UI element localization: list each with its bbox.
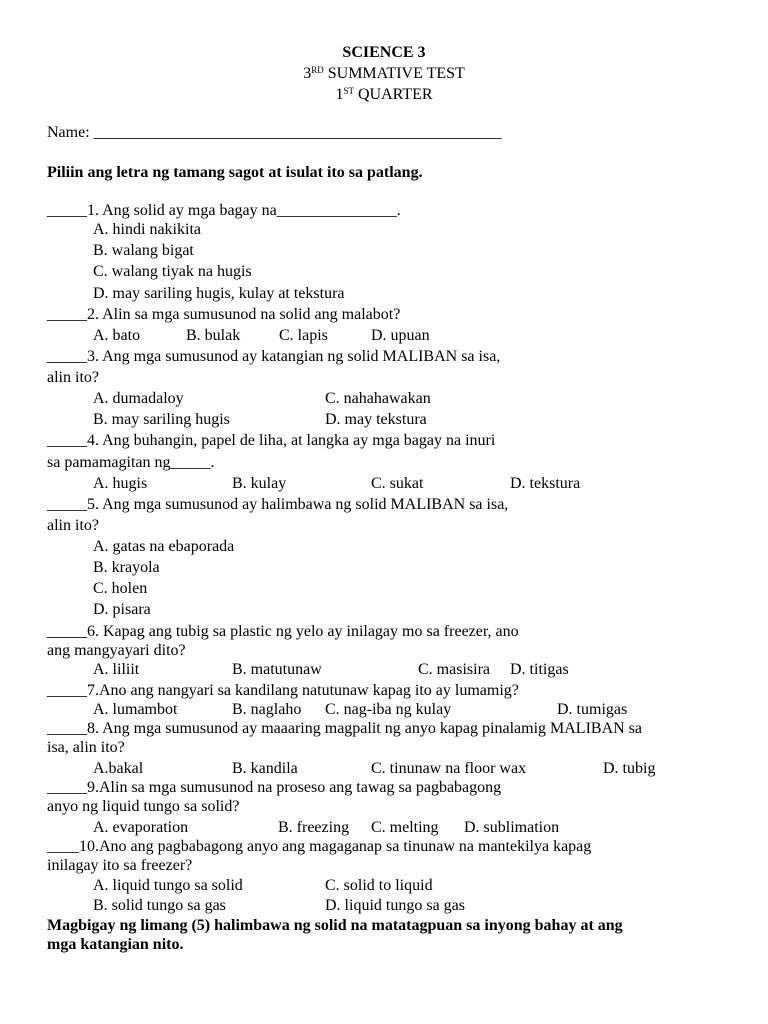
answer-choice: D. may tekstura [325, 411, 427, 428]
answer-choice: B. krayola [93, 559, 160, 576]
answer-choice: C. solid to liquid [325, 877, 433, 894]
question-stem: _____5. Ang mga sumusunod ay halimbawa ng solid MALIBAN sa isa, [47, 496, 509, 513]
question-stem: _____4. Ang buhangin, papel de liha, at langka ay mga bagay na inuri [47, 432, 496, 449]
answer-choice: B. solid tungo sa gas [93, 897, 226, 914]
answer-choice: C. walang tiyak na hugis [93, 263, 252, 280]
answer-choice: C. nahahawakan [325, 390, 431, 407]
answer-choice: B. bulak [186, 327, 241, 344]
question-stem-continued: ang mangyayari dito? [47, 642, 186, 659]
answer-choice: C. tinunaw na floor wax [371, 760, 527, 777]
answer-choice: C. melting [371, 819, 439, 836]
answer-choice: D. sublimation [464, 819, 560, 836]
question-stem-continued: isa, alin ito? [47, 739, 125, 756]
question-stem-continued: inilagay ito sa freezer? [47, 857, 193, 874]
answer-choice: B. walang bigat [93, 242, 194, 259]
answer-choice: D. tubig [603, 760, 656, 777]
answer-choice: D. liquid tungo sa gas [325, 897, 465, 914]
answer-choice: C. sukat [371, 475, 424, 492]
answer-choice: C. nag-iba ng kulay [325, 701, 452, 718]
answer-choice: C. holen [93, 580, 148, 597]
question-stem-continued: alin ito? [47, 369, 99, 386]
answer-choice: D. titigas [510, 661, 569, 678]
answer-choice: C. masisira [418, 661, 490, 678]
answer-choice: A. liquid tungo sa solid [93, 877, 243, 894]
answer-choice: B. matutunaw [232, 661, 322, 678]
answer-choice: A. lumambot [93, 701, 178, 718]
answer-choice: B. kandila [232, 760, 298, 777]
question-stem-continued: sa pamamagitan ng_____. [47, 454, 215, 471]
answer-choice: D. tumigas [557, 701, 628, 718]
answer-choice: B. may sariling hugis [93, 411, 230, 428]
answer-choice: D. pisara [93, 601, 151, 618]
quarter-title: 1ST QUARTER [335, 86, 433, 103]
question-stem-continued: anyo ng liquid tungo sa solid? [47, 798, 240, 815]
final-instructions-line2: mga katangian nito. [47, 936, 184, 953]
answer-choice: D. upuan [371, 327, 430, 344]
question-stem: _____2. Alin sa mga sumusunod na solid ang malabot? [47, 306, 401, 323]
answer-choice: B. naglaho [232, 701, 302, 718]
instructions: Piliin ang letra ng tamang sagot at isulat ito sa patlang. [47, 164, 423, 181]
question-stem: _____1. Ang solid ay mga bagay na_______________. [47, 202, 401, 219]
document-title: SCIENCE 3 [342, 44, 426, 61]
answer-choice: D. tekstura [510, 475, 581, 492]
answer-choice: B. kulay [232, 475, 287, 492]
name-field: Name: ___________________________________________________ [47, 124, 502, 141]
answer-choice: A. liliit [93, 661, 140, 678]
answer-choice: C. lapis [279, 327, 328, 344]
question-stem-continued: alin ito? [47, 517, 99, 534]
question-stem: _____3. Ang mga sumusunod ay katangian ng solid MALIBAN sa isa, [47, 348, 501, 365]
answer-choice: A. hindi nakikita [93, 221, 201, 238]
answer-choice: B. freezing [278, 819, 350, 836]
question-stem: _____7.Ano ang nangyari sa kandilang natutunaw kapag ito ay lumamig? [47, 682, 519, 699]
question-stem: _____8. Ang mga sumusunod ay maaaring magpalit ng anyo kapag pinalamig MALIBAN sa [47, 720, 643, 737]
answer-choice: A. gatas na ebaporada [93, 538, 235, 555]
answer-choice: A. hugis [93, 475, 148, 492]
answer-choice: A.bakal [93, 760, 144, 777]
answer-choice: A. bato [93, 327, 141, 344]
answer-choice: A. dumadaloy [93, 390, 184, 407]
question-stem: _____6. Kapag ang tubig sa plastic ng yelo ay inilagay mo sa freezer, ano [47, 623, 519, 640]
answer-choice: D. may sariling hugis, kulay at tekstura [93, 285, 345, 302]
question-stem: _____9.Alin sa mga sumusunod na proseso ang tawag sa pagbabagong [47, 779, 502, 796]
question-stem: ____10.Ano ang pagbabagong anyo ang magaganap sa tinunaw na mantekilya kapag [47, 838, 592, 855]
final-instructions-line1: Magbigay ng limang (5) halimbawa ng solid na matatagpuan sa inyong bahay at ang [47, 917, 623, 934]
test-title: 3RD SUMMATIVE TEST [303, 65, 465, 82]
answer-choice: A. evaporation [93, 819, 189, 836]
